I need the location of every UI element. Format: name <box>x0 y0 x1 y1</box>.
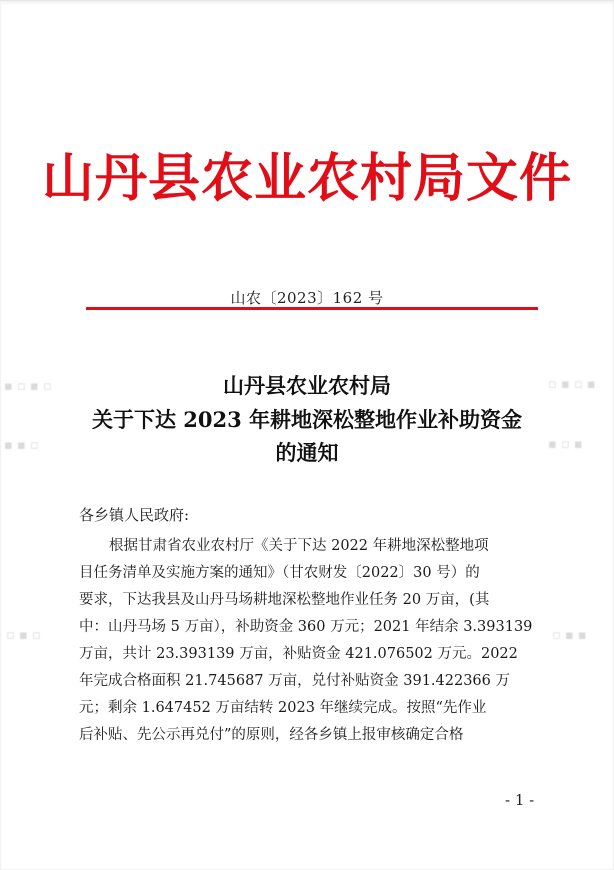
bleed-through-mark: ▫ ▪ ▫ ▪ <box>548 377 596 392</box>
red-header-rule <box>86 307 538 310</box>
body-line: 要求，下达我县及山丹马场耕地深松整地作业任务 20 万亩，(其 <box>79 592 490 608</box>
bleed-through-mark: ▪ ▫ ▪ <box>548 437 583 452</box>
body-line: 万亩，共计 23.393139 万亩，补贴资金 421.076502 万元。2022 <box>79 646 518 662</box>
bleed-through-mark: ▪ ▫ ▪ ▫ <box>4 379 52 394</box>
document-header-title: 山丹县农业农村局文件 <box>41 148 572 209</box>
page-number: - 1 - <box>505 791 535 809</box>
notice-title-line-1: 山丹县农业农村局 <box>223 373 391 398</box>
document-number: 山农〔2023〕162 号 <box>230 289 384 307</box>
notice-title-line-2: 关于下达 2023 年耕地深松整地作业补助资金 <box>91 407 523 432</box>
body-line: 中：山丹马场 5 万亩），补助资金 360 万元；2021 年结余 3.393139 <box>79 619 533 635</box>
bleed-through-mark: ▪ ▪ ▫ <box>4 438 39 453</box>
bleed-through-mark: ▫ ▪ ▪ <box>552 628 587 643</box>
body-line: 年完成合格面积 21.745687 万亩，兑付补贴资金 391.422366 万 <box>79 673 510 689</box>
body-line: 后补贴、先公示再兑付”的原则，经各乡镇上报审核确定合格 <box>79 727 464 743</box>
body-line: 根据甘肃省农业农村厅《关于下达 2022 年耕地深松整地项 <box>109 538 489 554</box>
bleed-through-mark: ▫ ▪ ▫ <box>6 628 41 643</box>
body-line: 元；剩余 1.647452 万亩结转 2023 年继续完成。按照“先作业 <box>79 700 487 716</box>
notice-title-line-3: 的通知 <box>275 440 339 465</box>
body-paragraph <box>79 533 537 749</box>
body-line: 目任务清单及实施方案的通知》（甘农财发〔2022〕30 号）的 <box>79 565 480 581</box>
salutation: 各乡镇人民政府: <box>79 506 190 524</box>
